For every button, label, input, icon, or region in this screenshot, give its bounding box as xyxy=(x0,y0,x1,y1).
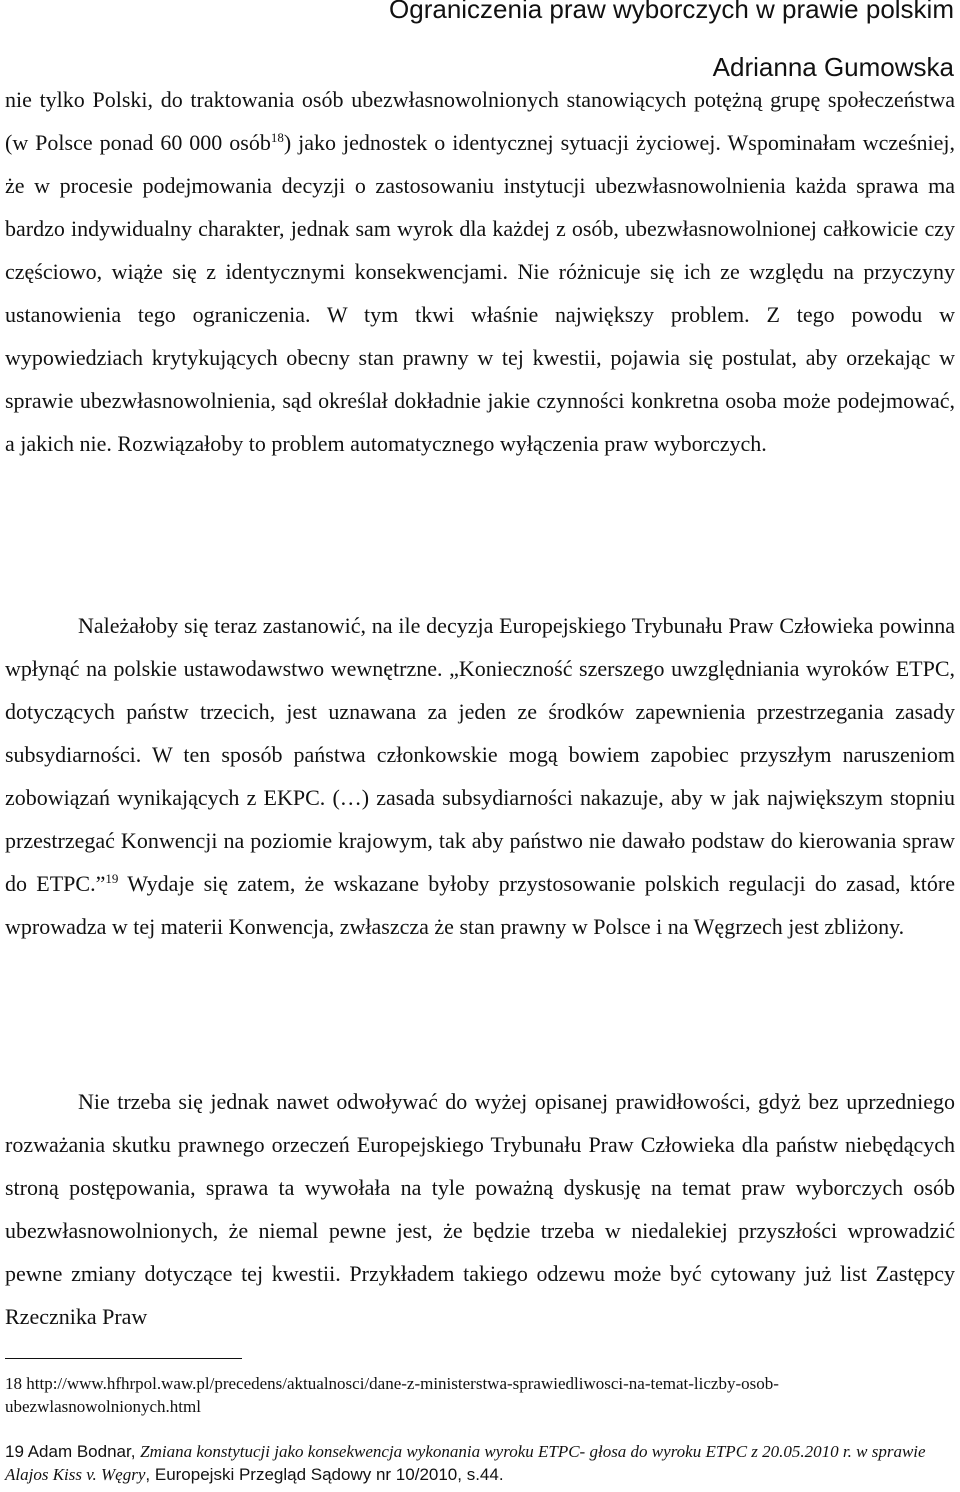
paragraph-3: Nie trzeba się jednak nawet odwoływać do wyżej opisanej prawidłowości, gdyż bez uprzedniego rozważania skutku prawnego orzeczeń Europejskiego Trybunału Praw Człowieka dla państw niebędących stroną postępowania, sprawa ta wywołała na tyle poważną dyskusję na temat praw wyborczych osób ubezwłasnowolnionych, że niemal pewne jest, że będzie trzeba w niedalekiej przyszłości wprowadzić pewne zmiany dotyczące tej kwestii. Przykładem takiego odzewu może być cytowany już list Zastępcy Rzecznika Praw xyxy=(5,1089,955,1329)
footnote-19-source: , Europejski Przegląd Sądowy nr 10/2010, s.44. xyxy=(145,1465,504,1484)
running-header-title: Ograniczenia praw wyborczych w prawie polskim xyxy=(389,0,954,24)
paragraph-1-text-b: ) jako jednostek o identycznej sytuacji życiowej. Wspominałam wcześniej, że w procesie podejmowania decyzji o zastosowaniu instytucji ubezwłasnowolnienia każda sprawa ma bardzo indywidualny charakter, jednak sam wyrok dla każdej z osób, ubezwłasnowolnionej całkowicie czy częściowo, wiąże się z identycznymi konsekwencjami. Nie różnicuje się ich ze względu na przyczyny ustanowienia tego ograniczenia. W tym tkwi właśnie największy problem. Z tego powodu w wypowiedziach krytykujących obecny stan prawny w tej kwestii, pojawia się postulat, aby orzekając w sprawie ubezwłasnowolnienia, sąd określał dokładnie jakie czynności konkretna osoba może podejmować, a jakich nie. Rozwiązałoby to problem automatycznego wyłączenia praw wyborczych. xyxy=(5,130,956,456)
paragraph-2-text-b: Wydaje się zatem, że wskazane byłoby przystosowanie polskich regulacji do zasad, które wprowadza w tej materii Konwencja, zwłaszcza że stan prawny w Polsce i na Węgrzech jest zbliżony. xyxy=(5,871,955,939)
footnote-ref-18: 18 xyxy=(270,130,284,145)
footnote-separator xyxy=(5,1358,242,1359)
footnote-19-title: Zmiana konstytucji jako konsekwencja wykonania wyroku ETPC- głosa do wyroku ETPC z 20.05.2010 r. w sprawie Alajos Kiss v. Węgry xyxy=(5,1442,926,1484)
paragraph-2-text-a: Należałoby się teraz zastanowić, na ile decyzja Europejskiego Trybunału Praw Człowieka powinna wpłynąć na polskie ustawodawstwo wewnętrzne. „Konieczność szerszego uwzględniania wyroków ETPC, dotyczących państw trzecich, jest uznawana za jeden ze środków zapewnienia przestrzegania zasady subsydiarności. W ten sposób państwa członkowskie mogą bowiem zapobiec przyszłym naruszeniom zobowiązań wynikających z EKPC. (…) zasada subsydiarności nakazuje, aby w jak największym stopniu przestrzegać Konwencji na poziomie krajowym, tak aby państwo nie dawało podstaw do kierowania spraw do ETPC.” xyxy=(5,613,955,896)
paragraph-1 xyxy=(5,78,955,465)
footnote-18: 18 http://www.hfhrpol.waw.pl/precedens/aktualnosci/dane-z-ministerstwa-sprawiedliwosci-na-temat-liczby-osob-ubezwlasnowolnionych.html xyxy=(5,1374,779,1416)
footnote-ref-19: 19 xyxy=(105,871,119,886)
paragraph-1-text-a: nie tylko Polski, do traktowania osób ubezwłasnowolnionych stanowiących potężną grupę społeczeństwa (w Polsce ponad 60 000 osób xyxy=(5,87,955,155)
running-header-author: Adrianna Gumowska xyxy=(712,52,954,82)
footnote-19-author: 19 Adam Bodnar, xyxy=(5,1442,141,1461)
paragraph-2 xyxy=(5,604,955,948)
footnote-19 xyxy=(5,1440,945,1486)
